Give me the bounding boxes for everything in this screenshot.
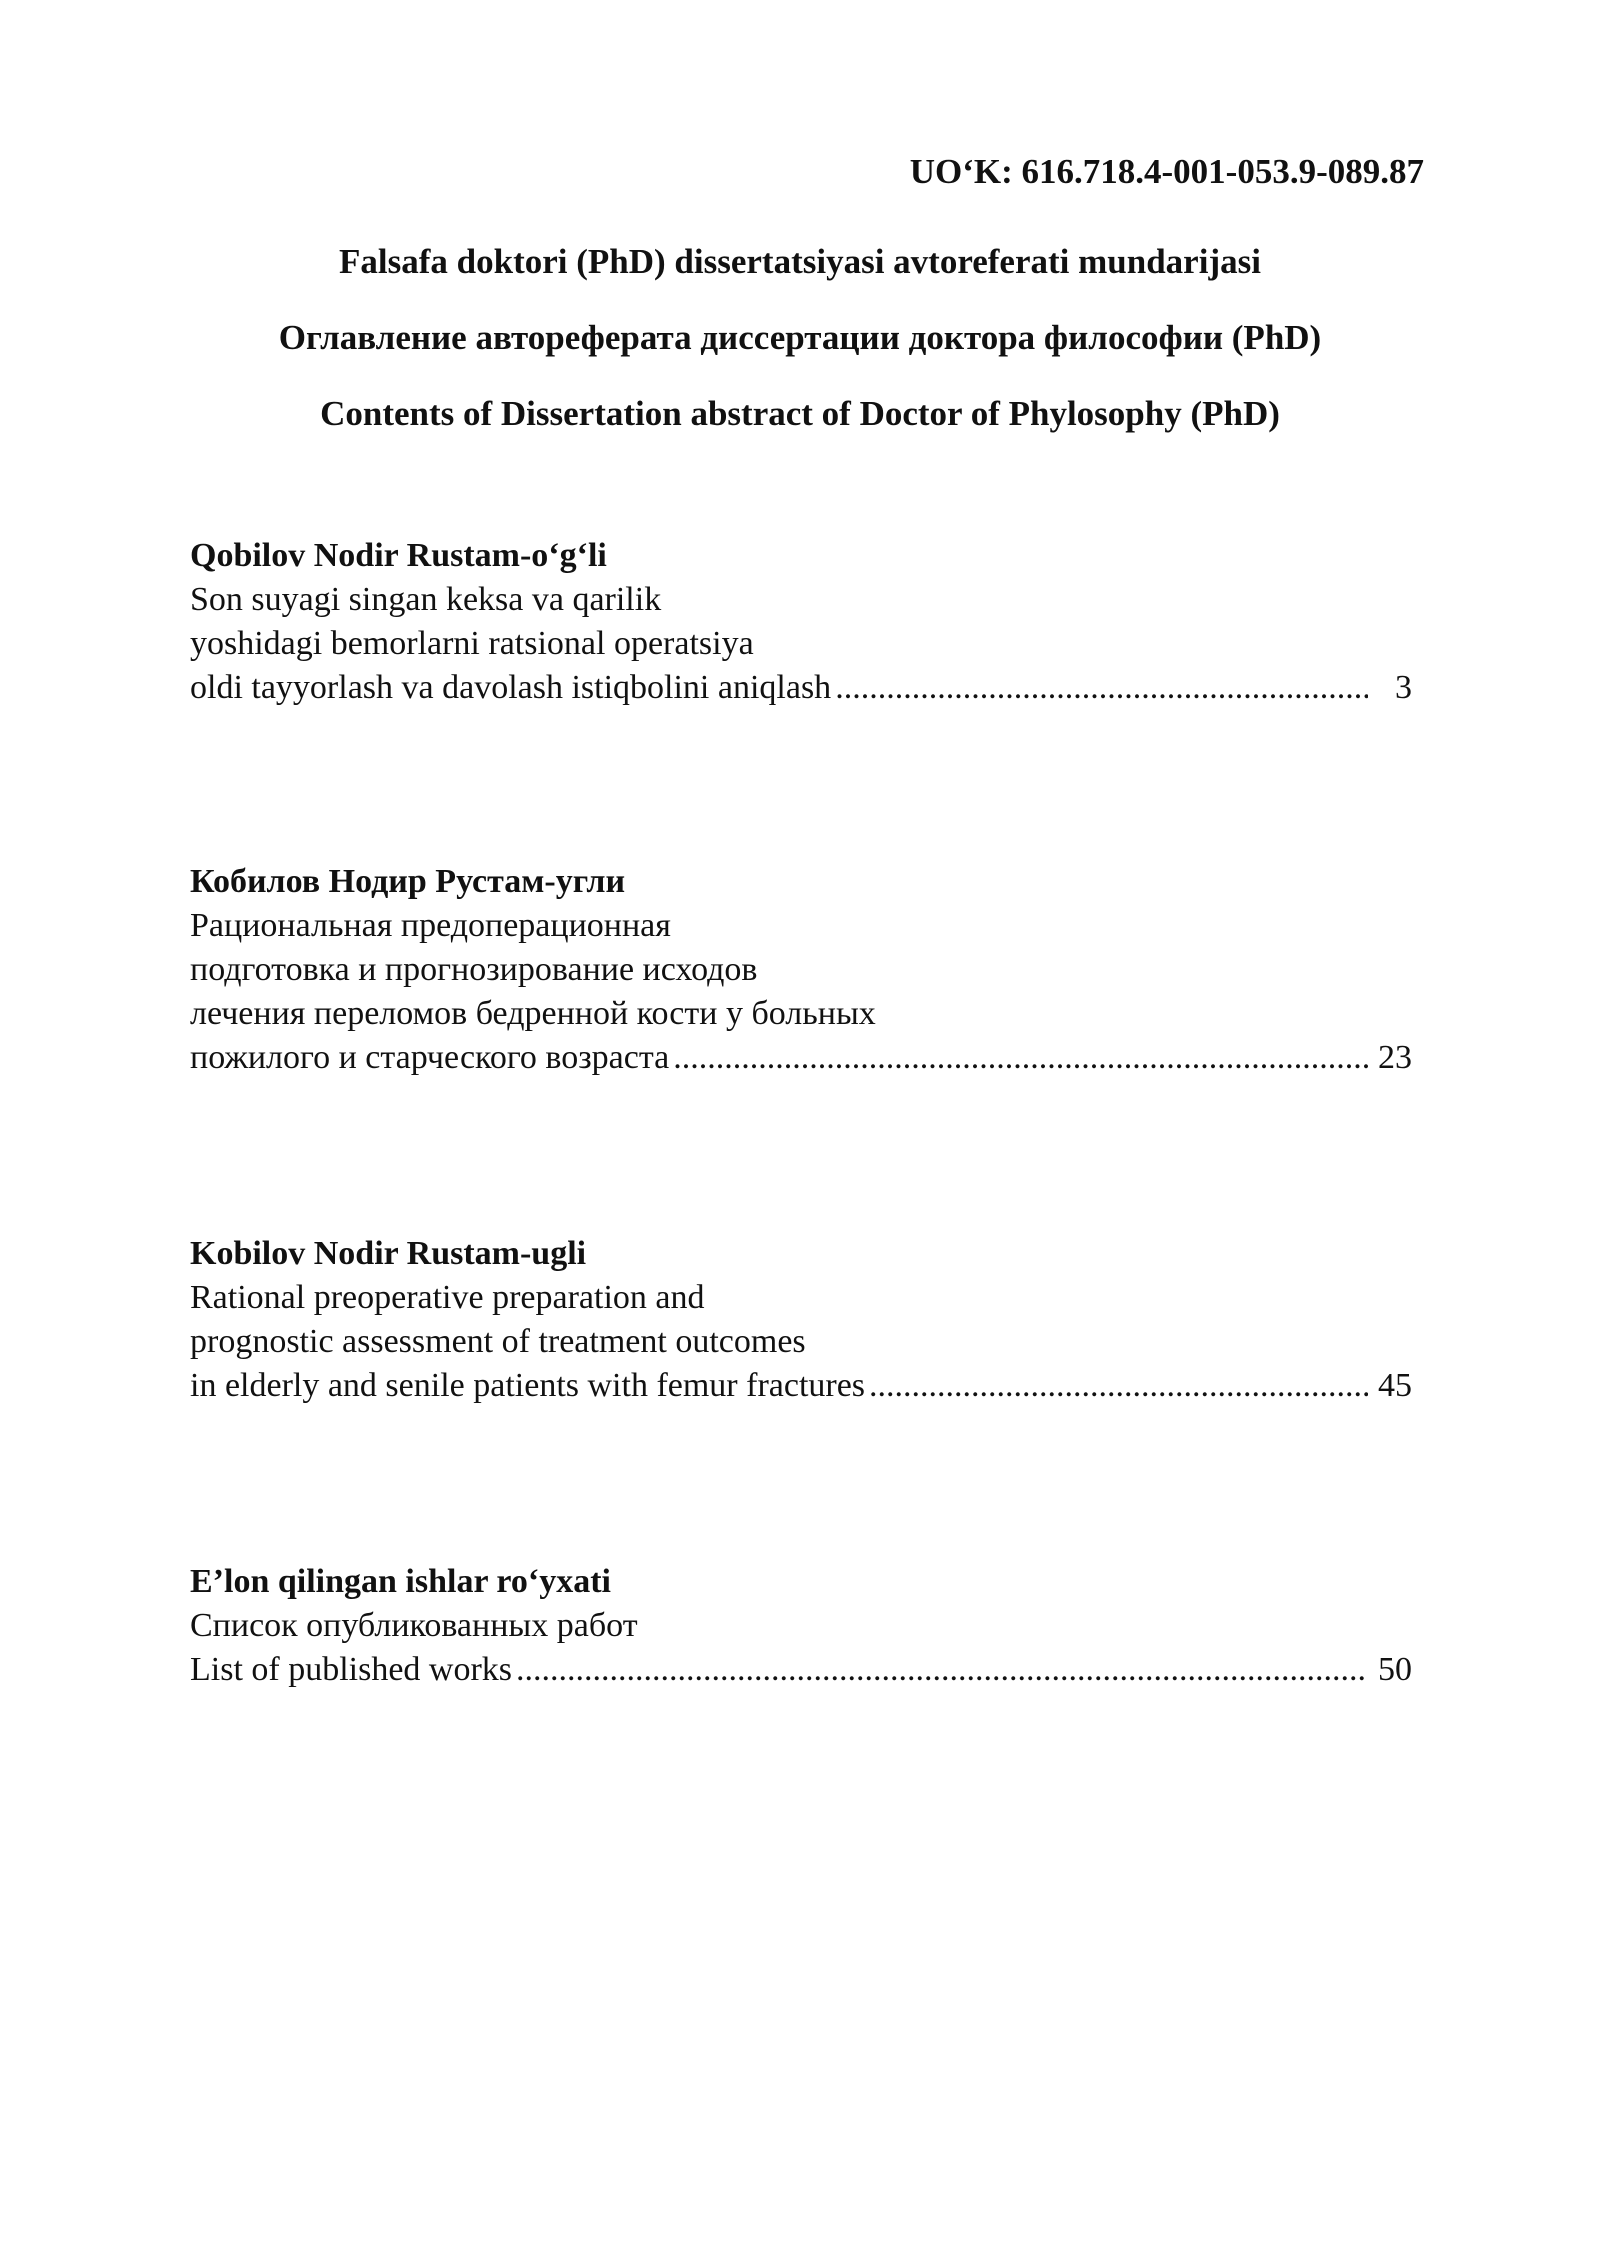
entry-title-line: пожилого и старческого возраста bbox=[190, 1039, 670, 1076]
title-uzbek: Falsafa doktori (PhD) dissertatsiyasi avtoreferati mundarijasi bbox=[339, 242, 1261, 281]
entry-title-line: Рациональная предоперационная bbox=[190, 907, 671, 944]
dot-leader bbox=[673, 1036, 1368, 1080]
page-number: 50 bbox=[1378, 1651, 1412, 1688]
toc-line bbox=[190, 1364, 1412, 1408]
page-number: 3 bbox=[1395, 669, 1412, 706]
dot-leader bbox=[516, 1648, 1368, 1692]
toc-entry-english bbox=[190, 1232, 1412, 1408]
entry-title-line: Rational preoperative preparation and bbox=[190, 1279, 705, 1316]
entry-author: Qobilov Nodir Rustam-o‘g‘li bbox=[190, 537, 607, 574]
page-number: 23 bbox=[1378, 1039, 1412, 1076]
dot-leader bbox=[869, 1364, 1368, 1408]
toc-line bbox=[190, 666, 1412, 710]
entry-title-line: oldi tayyorlash va davolash istiqbolini aniqlash bbox=[190, 669, 832, 706]
udc-code: UO‘K: 616.718.4-001-053.9-089.87 bbox=[909, 152, 1424, 191]
entry-author: Кобилов Нодир Рустам-угли bbox=[190, 863, 626, 900]
toc-line bbox=[190, 1036, 1412, 1080]
entry-title-line: Son suyagi singan keksa va qarilik bbox=[190, 581, 662, 618]
entry-title-line: prognostic assessment of treatment outcomes bbox=[190, 1323, 806, 1360]
title-russian: Оглавление автореферата диссертации доктора философии (PhD) bbox=[278, 318, 1322, 357]
title-english: Contents of Dissertation abstract of Doctor of Phylosophy (PhD) bbox=[320, 394, 1280, 433]
entry-title-line: подготовка и прогнозирование исходов bbox=[190, 951, 758, 988]
entry-title-line: in elderly and senile patients with femur fractures bbox=[190, 1367, 866, 1404]
page-number: 45 bbox=[1378, 1367, 1412, 1404]
entry-heading: E’lon qilingan ishlar ro‘yxati bbox=[190, 1563, 611, 1600]
dot-leader bbox=[835, 666, 1368, 710]
entry-title-line: Список опубликованных работ bbox=[190, 1607, 638, 1644]
entry-author: Kobilov Nodir Rustam-ugli bbox=[190, 1235, 587, 1272]
entry-title-line: List of published works bbox=[190, 1651, 513, 1688]
toc-entry-published-works bbox=[190, 1560, 1412, 1692]
toc-entry-uzbek bbox=[190, 534, 1412, 710]
toc-line bbox=[190, 1648, 1412, 1692]
entry-title-line: yoshidagi bemorlarni ratsional operatsiya bbox=[190, 625, 754, 662]
entry-title-line: лечения переломов бедренной кости у больных bbox=[190, 995, 876, 1032]
toc-entry-russian bbox=[190, 860, 1412, 1080]
